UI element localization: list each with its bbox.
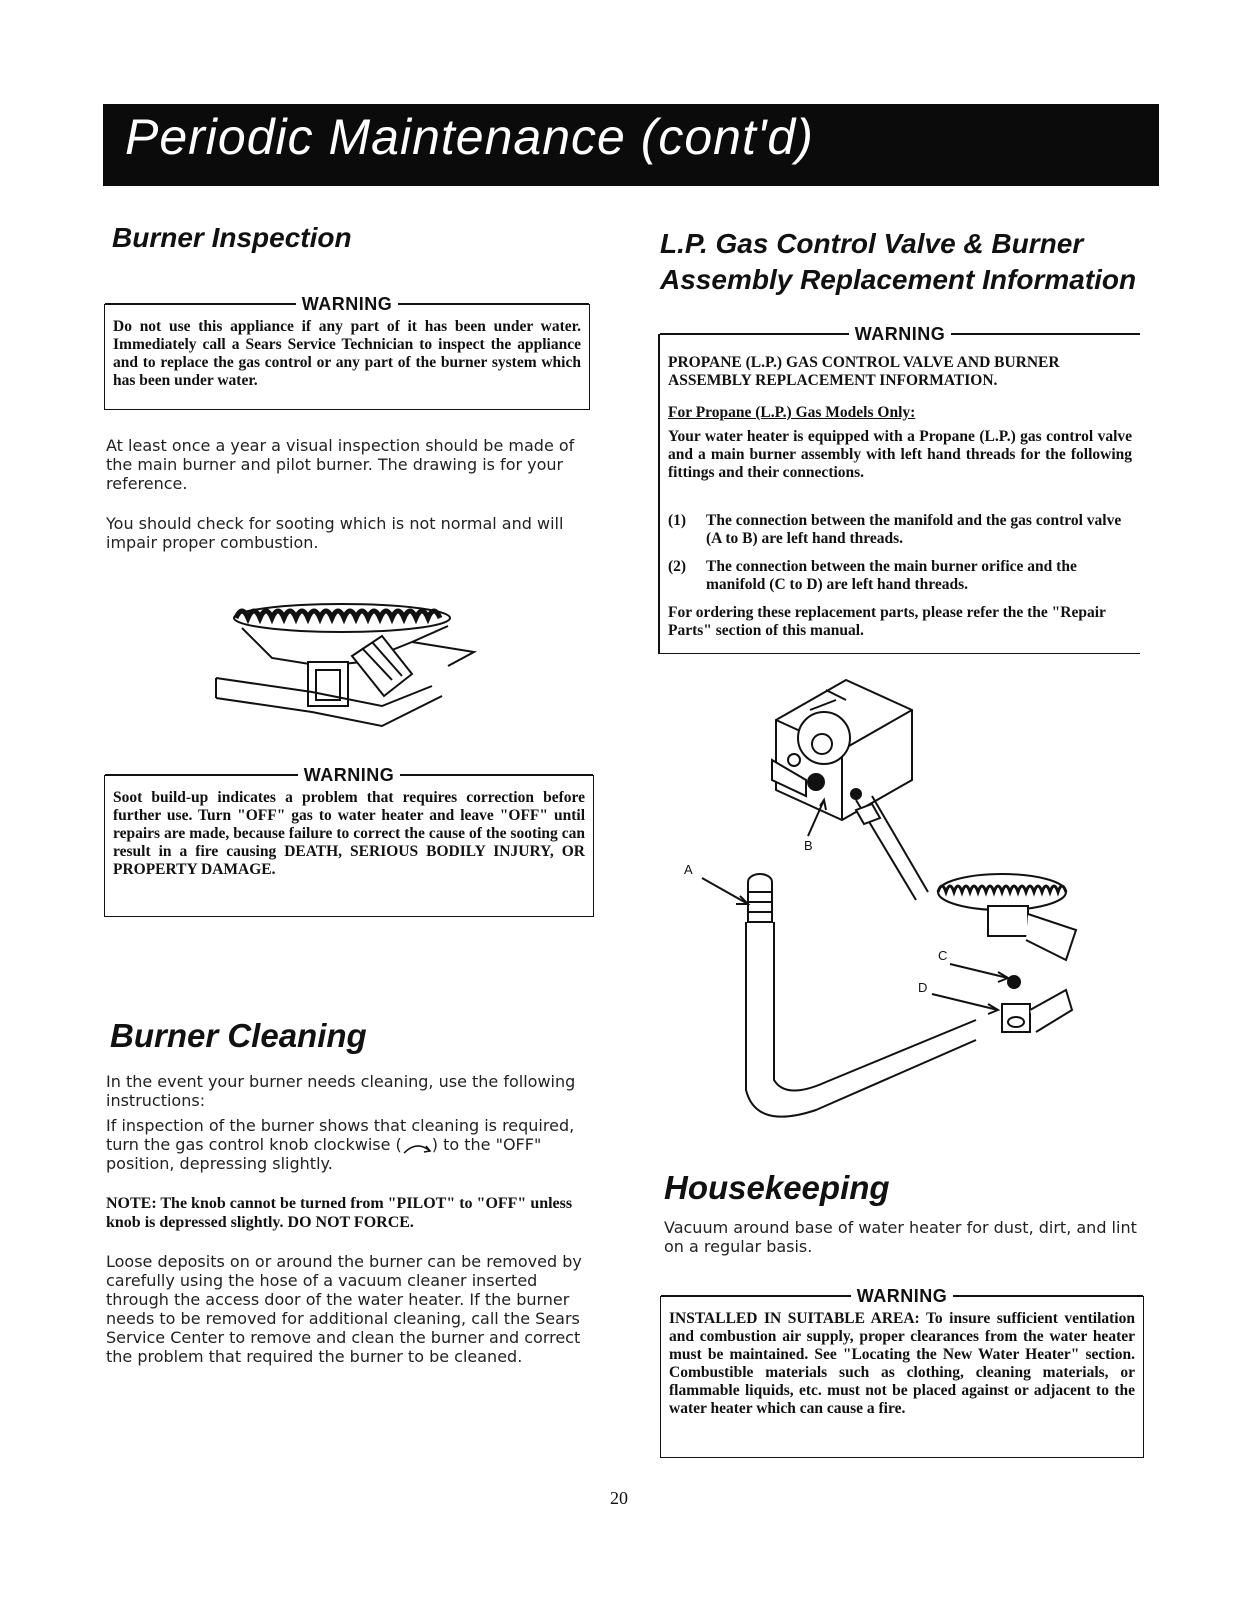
cleaning-paragraph-3: Loose deposits on or around the burner can be removed by carefully using the hose of a vacuum cleaner inserted through the access door of the water heater. If the burner needs to be removed for additional cleaning, call the Sears Service Center to remove and clean the burner and correct the problem that required the burner to be cleaned.: [106, 1252, 582, 1366]
warning-text: Do not use this appliance if any part of it has been under water. Immediately call a Sears Service Technician to inspect the appliance and to replace the gas control or any part of the burner system which has been under water.: [113, 318, 581, 389]
burner-cleaning-heading: Burner Cleaning: [110, 1017, 367, 1054]
diagram-label-d: D: [918, 980, 928, 995]
lp-heading: L.P. Gas Control Valve & Burner Assembly Replacement Information: [660, 228, 1137, 295]
housekeeping-warning-text: INSTALLED IN SUITABLE AREA: To insure sufficient ventilation and combustion air supply, proper clearances from the water heater must be maintained. See "Locating the New Water Heater" section. Combustible materials such as clothing, cleaning materials, or flammable liquids, etc. must not be placed against or adjacent to the water heater which can cause a fire.: [669, 1310, 1135, 1417]
lp-item-1: (1) The connection between the manifold and the gas control valve (A to B) are left hand threads.: [668, 512, 1122, 547]
lp-warning-heading: PROPANE (L.P.) GAS CONTROL VALVE AND BURNER ASSEMBLY REPLACEMENT INFORMATION.: [668, 354, 1060, 389]
warning-label: WARNING: [856, 1285, 948, 1306]
clockwise-arrow-icon: [402, 1139, 432, 1153]
cleaning-paragraph-2: If inspection of the burner shows that cleaning is required, turn the gas control knob clockwise ( ) to the "OFF" position, depressing slightly.: [106, 1116, 575, 1173]
burner-inspection-heading: Burner Inspection: [112, 222, 352, 253]
lp-models-only: For Propane (L.P.) Gas Models Only:: [668, 404, 916, 421]
lp-intro: Your water heater is equipped with a Propane (L.P.) gas control valve and a main burner assembly with left hand threads for the following fittings and their connections.: [668, 428, 1132, 481]
cleaning-paragraph-1: In the event your burner needs cleaning, use the following instructions:: [106, 1072, 576, 1110]
soot-warning-text: Soot build-up indicates a problem that requires correction before further use. Turn "OFF" gas to water heater and leave "OFF" until repairs are made, because failure to correct the cause of the sooting can result in a fire causing DEATH, SERIOUS BODILY INJURY, OR PROPERTY DAMAGE.: [113, 789, 585, 878]
diagram-label-c: C: [938, 948, 948, 963]
lp-ordering: For ordering these replacement parts, please refer the the "Repair Parts" section of this manual.: [668, 604, 1106, 639]
page-title: Periodic Maintenance (cont'd): [125, 109, 814, 165]
gas-control-burner-diagram: [676, 670, 1096, 1130]
page-number: 20: [610, 1488, 628, 1508]
warning-label: WARNING: [301, 293, 393, 314]
warning-label: WARNING: [854, 323, 946, 344]
inspection-paragraph-2: You should check for sooting which is not normal and will impair proper combustion.: [106, 514, 564, 552]
housekeeping-heading: Housekeeping: [664, 1169, 890, 1206]
housekeeping-warning-box: [660, 1285, 1144, 1458]
diagram-label-a: A: [684, 862, 693, 877]
page-banner: [103, 104, 1159, 186]
burner-drawing: [212, 596, 484, 736]
warning-label: WARNING: [303, 764, 395, 785]
inspection-paragraph-1: At least once a year a visual inspection should be made of the main burner and pilot burner. The drawing is for your reference.: [106, 436, 575, 493]
burner-inspection-warning-box: [104, 293, 590, 410]
cleaning-note: NOTE: The knob cannot be turned from "PILOT" to "OFF" unless knob is depressed slightly. DO NOT FORCE.: [106, 1195, 573, 1231]
diagram-label-b: B: [804, 838, 813, 853]
housekeeping-paragraph: Vacuum around base of water heater for dust, dirt, and lint on a regular basis.: [664, 1218, 1137, 1256]
soot-warning-box: [104, 764, 594, 917]
lp-item-2: (2) The connection between the main burner orifice and the manifold (C to D) are left hand threads.: [668, 558, 1077, 593]
